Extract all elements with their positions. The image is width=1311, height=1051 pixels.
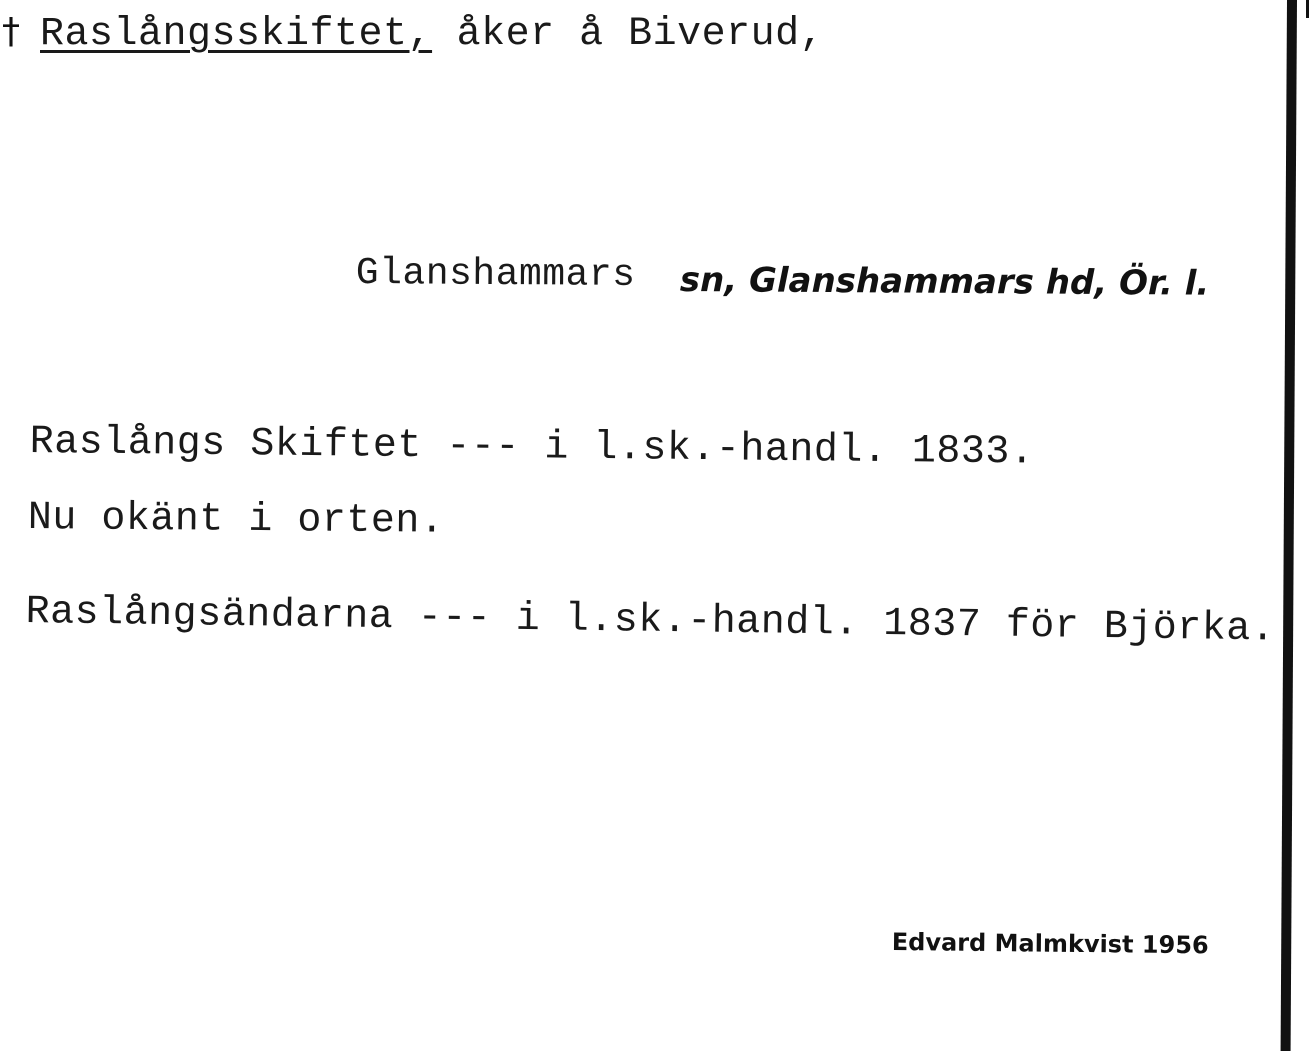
signature-stamp: Edvard Malmkvist 1956 — [891, 928, 1209, 960]
headword-description: åker å Biverud, — [432, 12, 825, 57]
record-line-2: Nu okänt i orten. — [27, 496, 445, 545]
dagger-mark: † — [2, 11, 20, 52]
parish-name: Glanshammars — [355, 252, 636, 297]
card-corner-mark — [1306, 0, 1309, 18]
record-line-1: Raslångs Skiftet --- i l.sk.-handl. 1833. — [29, 420, 1035, 476]
headword: Raslångsskiftet, — [40, 12, 433, 57]
headword-line — [40, 12, 824, 57]
card-edge-rule — [1281, 0, 1297, 1051]
record-line-3: Raslångsändarna --- i l.sk.-handl. 1837 för Björka. — [25, 590, 1276, 653]
parish-stamp: sn, Glanshammars hd, Ör. l. — [679, 260, 1210, 304]
